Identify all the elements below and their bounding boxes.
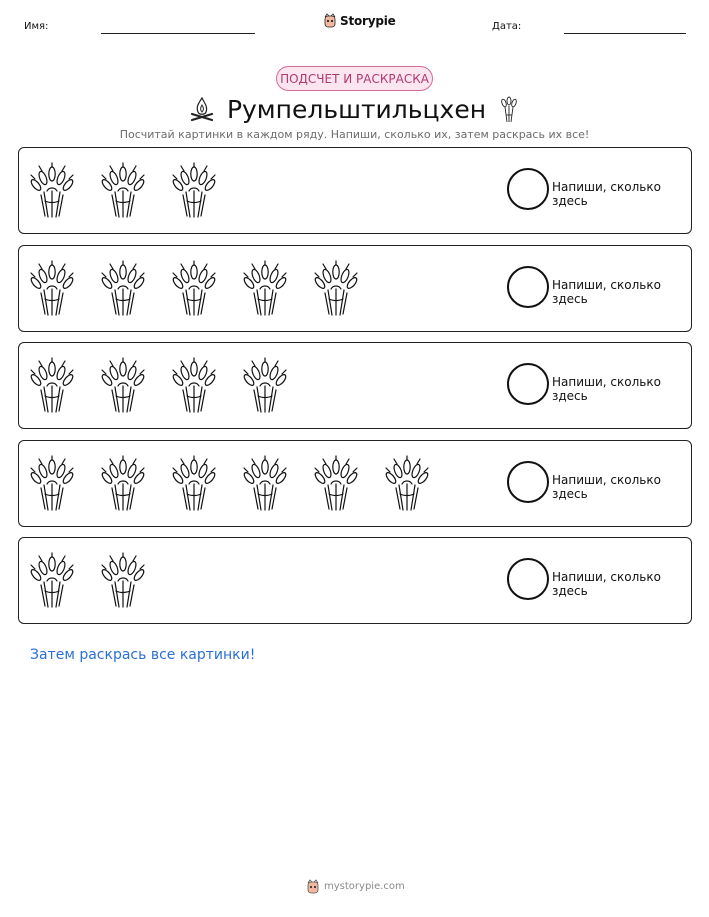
title-row	[0, 90, 709, 128]
counting-row	[18, 440, 692, 527]
storypie-mascot-icon	[306, 879, 320, 894]
wheat-sheaf-icon[interactable]	[100, 353, 171, 417]
answer-prompt: Напиши, сколько здесь	[552, 570, 661, 598]
wheat-sheaf-icon[interactable]	[171, 158, 242, 222]
row-items	[29, 548, 171, 612]
wheat-sheaf-icon[interactable]	[29, 548, 100, 612]
wheat-sheaf-icon[interactable]	[100, 158, 171, 222]
activity-tag: ПОДСЧЕТ И РАСКРАСКА	[276, 66, 433, 91]
wheat-icon	[498, 94, 520, 124]
wheat-sheaf-icon[interactable]	[29, 158, 100, 222]
answer-prompt: Напиши, сколько здесь	[552, 375, 661, 403]
wheat-sheaf-icon[interactable]	[100, 548, 171, 612]
wheat-sheaf-icon[interactable]	[242, 256, 313, 320]
wheat-sheaf-icon[interactable]	[171, 451, 242, 515]
wheat-sheaf-icon[interactable]	[171, 256, 242, 320]
wheat-sheaf-icon[interactable]	[29, 256, 100, 320]
name-line[interactable]	[101, 33, 255, 34]
row-items	[29, 451, 455, 515]
wheat-sheaf-icon[interactable]	[313, 451, 384, 515]
campfire-icon	[189, 95, 215, 123]
row-items	[29, 256, 384, 320]
storypie-mascot-icon	[323, 13, 337, 28]
page-title: Румпельштильцхен	[226, 94, 487, 124]
wheat-sheaf-icon[interactable]	[242, 353, 313, 417]
answer-prompt: Напиши, сколько здесь	[552, 180, 661, 208]
date-line[interactable]	[564, 33, 686, 34]
counting-row	[18, 342, 692, 429]
wheat-sheaf-icon[interactable]	[171, 353, 242, 417]
wheat-sheaf-icon[interactable]	[100, 256, 171, 320]
brand-name: Storypie	[340, 13, 396, 28]
coloring-note: Затем раскрась все картинки!	[30, 647, 256, 663]
wheat-sheaf-icon[interactable]	[100, 451, 171, 515]
date-label: Дата:	[492, 21, 522, 32]
row-items	[29, 353, 313, 417]
wheat-sheaf-icon[interactable]	[242, 451, 313, 515]
wheat-sheaf-icon[interactable]	[29, 353, 100, 417]
wheat-sheaf-icon[interactable]	[29, 451, 100, 515]
site-footer	[306, 879, 405, 894]
answer-circle[interactable]	[507, 168, 549, 210]
instructions: Посчитай картинки в каждом ряду. Напиши, сколько их, затем раскрась их все!	[119, 128, 590, 141]
answer-circle[interactable]	[507, 266, 549, 308]
answer-circle[interactable]	[507, 461, 549, 503]
name-label: Имя:	[24, 21, 49, 32]
counting-row	[18, 537, 692, 624]
counting-row	[18, 147, 692, 234]
answer-circle[interactable]	[507, 363, 549, 405]
row-items	[29, 158, 242, 222]
wheat-sheaf-icon[interactable]	[384, 451, 455, 515]
answer-prompt: Напиши, сколько здесь	[552, 277, 661, 306]
brand-logo	[323, 13, 396, 28]
answer-circle[interactable]	[507, 558, 549, 600]
counting-row	[18, 245, 692, 332]
site-url: mystorypie.com	[324, 881, 405, 892]
answer-prompt: Напиши, сколько здесь	[552, 472, 661, 501]
wheat-sheaf-icon[interactable]	[313, 256, 384, 320]
